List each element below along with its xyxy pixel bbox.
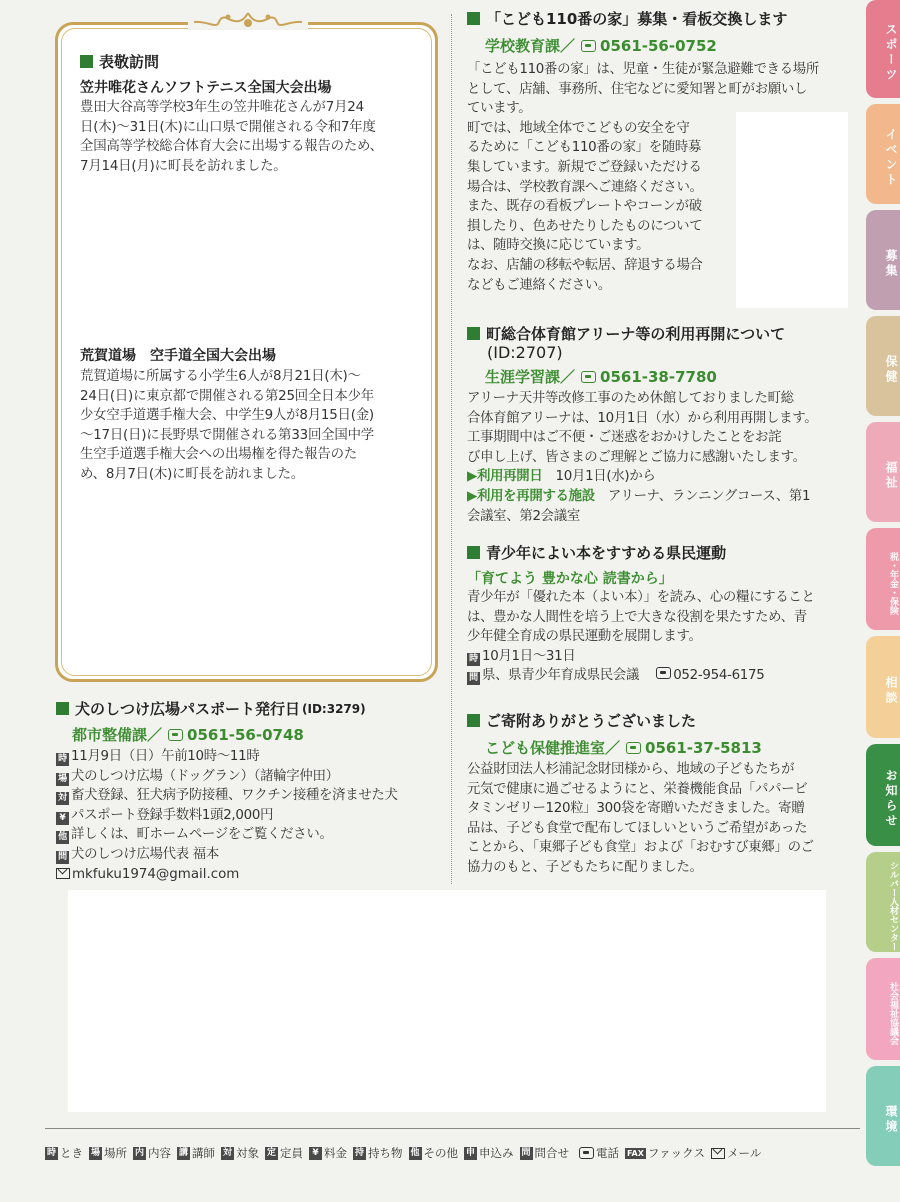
kodomo110-section: [467, 10, 857, 295]
visit-item2-title: 荒賀道場 空手道全国大会出場: [80, 348, 276, 364]
phone-icon: [626, 742, 641, 754]
arena-id: (ID:2707): [487, 343, 563, 362]
tab-silver-center[interactable]: シルバー人材センター: [866, 852, 900, 952]
dog-detail-row: ¥ パスポート登録手数料1頭2,000円: [56, 806, 451, 826]
legend-badge-icon: 時: [46, 1147, 56, 1158]
detail-badge-icon: ¥: [56, 812, 69, 825]
arena-dept: 生涯学習課／ 0561-38-7780: [485, 367, 717, 386]
kodomo110-heading: 「こども110番の家」募集・看板交換します: [467, 10, 857, 28]
tab-event[interactable]: イベント: [866, 104, 900, 204]
tab-social-welfare[interactable]: 社会福祉協議会: [866, 958, 900, 1060]
legend-item: 定 定員: [266, 1146, 303, 1160]
tab-consultation[interactable]: 相談: [866, 636, 900, 738]
time-badge-icon: 時: [467, 653, 480, 666]
dog-detail-row: 時 11月9日（日）午前10時～11時: [56, 747, 451, 767]
legend-badge-icon: 内: [134, 1147, 144, 1158]
heading-square-icon: [467, 327, 480, 340]
phone-icon: [581, 40, 596, 52]
kodomo110-dept: 学校教育課／ 0561-56-0752: [485, 36, 717, 55]
dog-heading: 犬のしつけ広場パスポート発行日 (ID:3279): [56, 700, 451, 718]
legend-item: 時 とき: [46, 1146, 83, 1160]
legend-item: 申 申込み: [465, 1146, 514, 1160]
detail-badge-icon: 時: [56, 753, 69, 766]
arena-text: アリーナ天井等改修工事のため休館しておりました町総 合体育館アリーナは、10月1日（水）から利用再開します。 工事期間中はご不便・ご迷惑をおかけしたことをお詫 び申し上げ、皆さまのご理解とご協力に感謝いたします。 ▶利用再開日 10月1日(水)から ▶利用を再開する施設 アリーナ、ランニングコース、第1 会議室、第2会議室: [467, 391, 818, 524]
heading-square-icon: [467, 546, 480, 559]
icon-legend: [45, 1128, 860, 1161]
dog-passport-section: [56, 700, 451, 884]
arena-date-label: ▶利用再開日: [467, 469, 543, 485]
dog-details: [56, 747, 451, 865]
gold-ornament-icon: [188, 8, 308, 34]
column-divider: [451, 14, 452, 884]
detail-badge-icon: 問: [56, 851, 69, 864]
tab-health[interactable]: 保健: [866, 316, 900, 416]
phone-icon: [579, 1147, 594, 1159]
phone-icon: [168, 729, 183, 741]
heading-square-icon: [467, 12, 480, 25]
heading-square-icon: [467, 714, 480, 727]
legend-badge-icon: 問: [521, 1147, 531, 1158]
visit-heading: 表敬訪問: [80, 53, 420, 71]
donation-section: [467, 712, 857, 878]
legend-item: 対 対象: [222, 1146, 259, 1160]
books-text: 青少年が「優れた本（よい本）」を読み、心の糧にすること は、豊かな人間性を培う上で大きな役割を果たすため、青 少年健全育成の県民運動を展開します。 時 10月1日～31日 問 県、県青少年育成県民会議 052-954-6175: [467, 590, 815, 684]
legend-badge-icon: 持: [354, 1147, 364, 1158]
phone-icon: [581, 371, 596, 383]
arena-heading: 町総合体育館アリーナ等の利用再開について: [467, 325, 857, 343]
visit-photo-1: [141, 180, 353, 334]
dog-detail-row: 問 犬のしつけ広場代表 福本: [56, 845, 451, 865]
phone-icon: [656, 667, 671, 679]
books-slogan: 「育てよう 豊かな心 読書から」: [467, 571, 673, 587]
legend-badge-icon: 他: [410, 1147, 420, 1158]
tab-notices[interactable]: お知らせ: [866, 744, 900, 846]
legend-item: 場 場所: [90, 1146, 127, 1160]
legend-item: 持 持ち物: [354, 1146, 403, 1160]
legend-badge-icon: 講: [178, 1147, 188, 1158]
legend-badge-icon: ¥: [309, 1147, 322, 1160]
legend-badge-icon: 対: [222, 1147, 232, 1158]
dog-email[interactable]: mkfuku1974@gmail.com: [56, 865, 451, 885]
fax-icon: FAX: [627, 1148, 644, 1158]
visit-item1-text: 豊田大谷高等学校3年生の笠井唯花さんが7月24 日(木)～31日(木)に山口県で開催される令和7年度 全国高等学校総合体育大会に出場する報告のため、 7月14日(月)に町長を訪れました。: [80, 100, 383, 174]
legend-item: 内 内容: [134, 1146, 171, 1160]
tab-welfare[interactable]: 福祉: [866, 422, 900, 522]
detail-badge-icon: 他: [56, 831, 69, 844]
visit-photo-2: [118, 488, 378, 666]
books-section: [467, 544, 857, 686]
visit-item2-text: 荒賀道場に所属する小学生6人が8月21日(木)～ 24日(日)に東京都で開催される第25回全日本少年 少女空手道選手権大会、中学生9人が8月15日(金) ～17日(日)に長野県で開催される第33回全国中学 生空手道選手権大会への出場権を得た報告のた め、8月7日(木)に町長を訪れました。: [80, 369, 374, 482]
donation-text: 公益財団法人杉浦記念財団様から、地域の子どもたちが 元気で健康に過ごせるようにと、栄養機能食品「パパービ タミンゼリー120粒」300袋を寄贈いただきました。寄贈 品は、子ども食堂で配布してほしいというご希望があった ことから、「東郷子ども食堂」および「おむすび東郷」のご 協力のもと、子どもたちに配りました。: [467, 762, 814, 875]
books-heading: 青少年によい本をすすめる県民運動: [467, 544, 857, 562]
legend-badge-icon: 場: [90, 1147, 100, 1158]
dog-detail-row: 場 犬のしつけ広場（ドッグラン）（諸輪字仲田）: [56, 767, 451, 787]
legend-badge-icon: 定: [266, 1147, 276, 1158]
dog-dept: 都市整備課／ 0561-56-0748: [72, 725, 304, 744]
donation-dept: こども保健推進室／ 0561-37-5813: [485, 738, 762, 757]
kodomo110-body: 町では、地域全体でこどもの安全を守 るために「こども110番の家」を随時募 集しています。新規でご登録いただける 場合は、学校教育課へご連絡ください。 また、既存の看板プレートやコーンが破 損したり、色あせたりしたものについて は、随時交換に応じています。 なお、店舗の移転や転居、辞退する場合 などもご連絡ください。: [467, 120, 703, 293]
legend-item: メール: [711, 1145, 761, 1161]
inquiry-badge-icon: 問: [467, 672, 480, 685]
donation-heading: ご寄附ありがとうございました: [467, 712, 857, 730]
tab-sports[interactable]: スポーツ: [866, 0, 900, 98]
kodomo110-intro: 「こども110番の家」は、児童・生徒が緊急避難できる場所 として、店舗、事務所、住宅などに愛知署と町がお願いし ています。: [467, 62, 819, 117]
mail-icon: [711, 1148, 725, 1159]
detail-badge-icon: 場: [56, 773, 69, 786]
visit-item1-title: 笠井唯花さんソフトテニス全国大会出場: [80, 80, 332, 96]
legend-item: 講 講師: [178, 1146, 215, 1160]
detail-badge-icon: 対: [56, 792, 69, 805]
mail-icon: [56, 868, 70, 879]
tab-recruit[interactable]: 募集: [866, 210, 900, 310]
legend-item: 問 問合せ: [521, 1146, 569, 1160]
legend-item: 他 その他: [410, 1146, 458, 1160]
dog-detail-row: 他 詳しくは、町ホームページをご覧ください。: [56, 825, 451, 845]
legend-item: ¥ 料金: [309, 1145, 347, 1161]
bottom-image-area: [68, 890, 826, 1112]
legend-badge-icon: 申: [465, 1147, 475, 1158]
tab-environment[interactable]: 環境: [866, 1066, 900, 1166]
heading-square-icon: [80, 55, 93, 68]
arena-facility-label: ▶利用を再開する施設: [467, 488, 595, 504]
arena-section: [467, 325, 857, 526]
heading-square-icon: [56, 702, 69, 715]
tab-tax-pension-insurance[interactable]: 税・年金・保険: [866, 528, 900, 630]
dog-detail-row: 対 畜犬登録、狂犬病予防接種、ワクチン接種を済ませた犬: [56, 786, 451, 806]
category-tabs: [866, 0, 900, 1202]
legend-item: 電話: [575, 1145, 619, 1161]
legend-item: FAX ファックス: [627, 1146, 706, 1160]
